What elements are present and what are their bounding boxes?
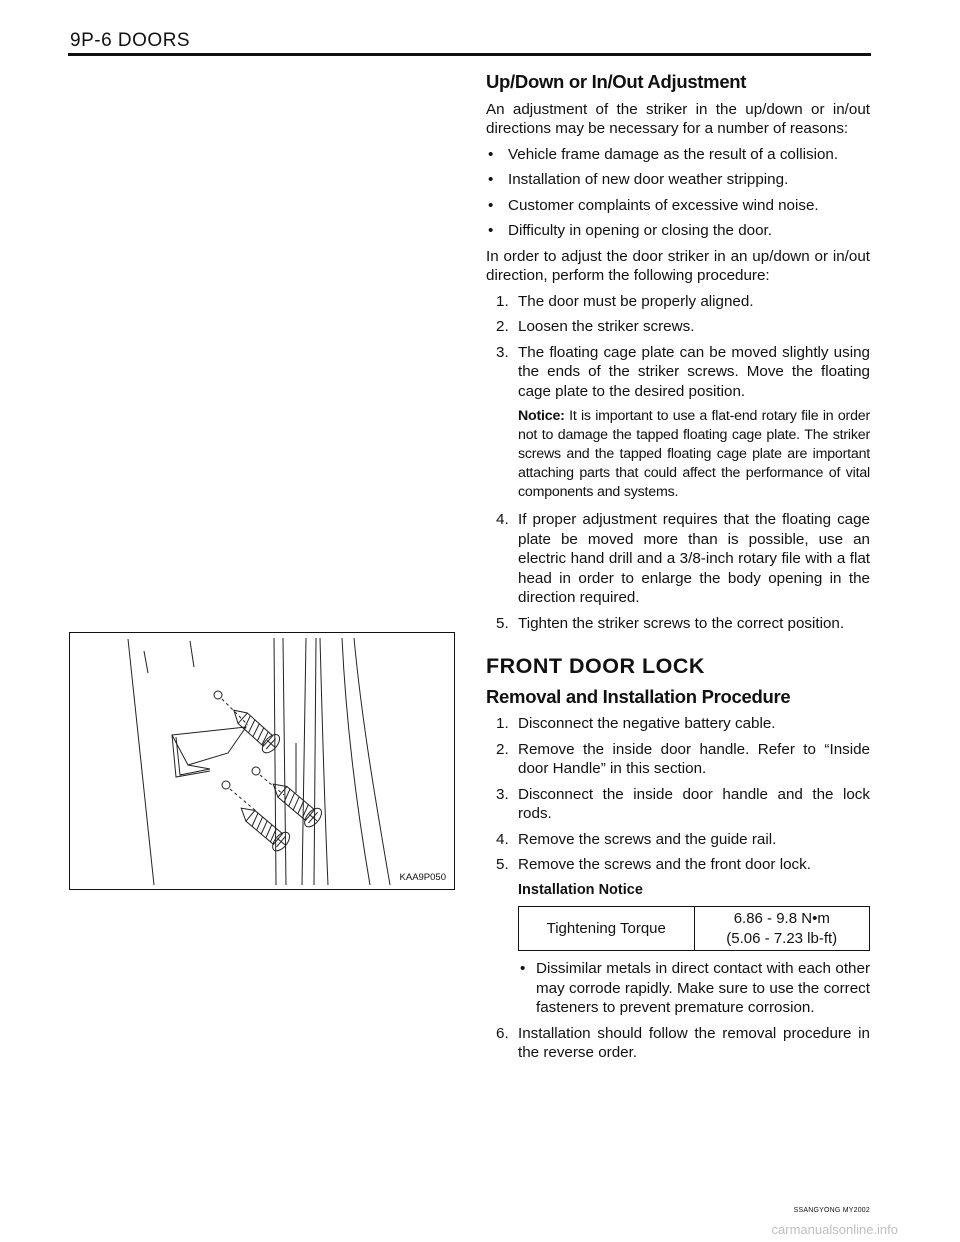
adjustment-intro: An adjustment of the striker in the up/down or in/out directions may be necessary for a number of reasons: (486, 100, 870, 137)
figure-label: KAA9P050 (399, 872, 446, 883)
footer-brand: SSANGYONG MY2002 (793, 1207, 870, 1214)
reasons-list (486, 145, 870, 241)
list-item: • Vehicle frame damage as the result of a collision. (488, 145, 839, 163)
adjust-steps-cont (486, 510, 870, 633)
step-item: 2. Remove the inside door handle. Refer to “Inside door Handle” in this section. (496, 740, 870, 777)
torque-label-cell: Tightening Torque (519, 907, 695, 951)
procedure-intro: In order to adjust the door striker in an up/down or in/out direction, perform the following procedure: (486, 247, 870, 284)
header-rule (68, 53, 871, 56)
step-item: 3. The floating cage plate can be moved slightly using the ends of the striker screws. Move the floating cage plate to the desired position. (496, 343, 870, 400)
torque-table (518, 906, 870, 951)
list-item: • Difficulty in opening or closing the door. (488, 222, 772, 239)
adjust-steps (486, 292, 870, 402)
step-item: 6. Installation should follow the removal procedure in the reverse order. (496, 1024, 870, 1061)
installation-notice-title: Installation Notice (518, 881, 643, 898)
list-item: • Customer complaints of excessive wind noise. (488, 196, 819, 214)
striker-illustration (70, 633, 454, 889)
torque-value-cell: 6.86 - 9.8 N•m (5.06 - 7.23 lb-ft) (694, 907, 870, 951)
step-item: 4. Remove the screws and the guide rail. (496, 830, 777, 848)
step-item: 5. Remove the screws and the front door lock. (496, 856, 811, 873)
corrosion-note: • Dissimilar metals in direct contact with each other may corrode rapidly. Make sure to use the correct fasteners to prevent premature corrosion. (520, 960, 870, 1016)
striker-figure (69, 632, 455, 890)
step-item: 1. Disconnect the negative battery cable. (496, 715, 776, 732)
step-item: 3. Disconnect the inside door handle and the lock rods. (496, 785, 870, 822)
watermark: carmanualsonline.info (771, 1222, 898, 1237)
step-item: 5. Tighten the striker screws to the correct position. (496, 614, 845, 632)
notice-block: Notice: It is important to use a flat-end rotary file in order not to damage the tapped floating cage plate. The striker screws and the tapped floating cage plate are important attaching parts that could affect the performance of vital components and systems. (518, 408, 870, 500)
front-door-lock-title: FRONT DOOR LOCK (486, 654, 705, 678)
lock-final-step (486, 1024, 870, 1063)
list-item: • Installation of new door weather stripping. (488, 171, 789, 188)
step-item: 4. If proper adjustment requires that the floating cage plate be moved more than is possible, use an electric hand drill and a 3/8-inch rotary file with a flat head in order to enlarge the body opening in the direction required. (496, 511, 870, 606)
removal-heading: Removal and Installation Procedure (486, 685, 791, 707)
right-column (486, 68, 870, 1069)
page-header: 9P-6 DOORS (70, 30, 191, 51)
lock-steps (486, 714, 870, 875)
step-item: 2. Loosen the striker screws. (496, 318, 695, 335)
step-item: 1. The door must be properly aligned. (496, 292, 754, 310)
table-row (519, 907, 870, 951)
adjustment-heading: Up/Down or In/Out Adjustment (486, 71, 747, 92)
